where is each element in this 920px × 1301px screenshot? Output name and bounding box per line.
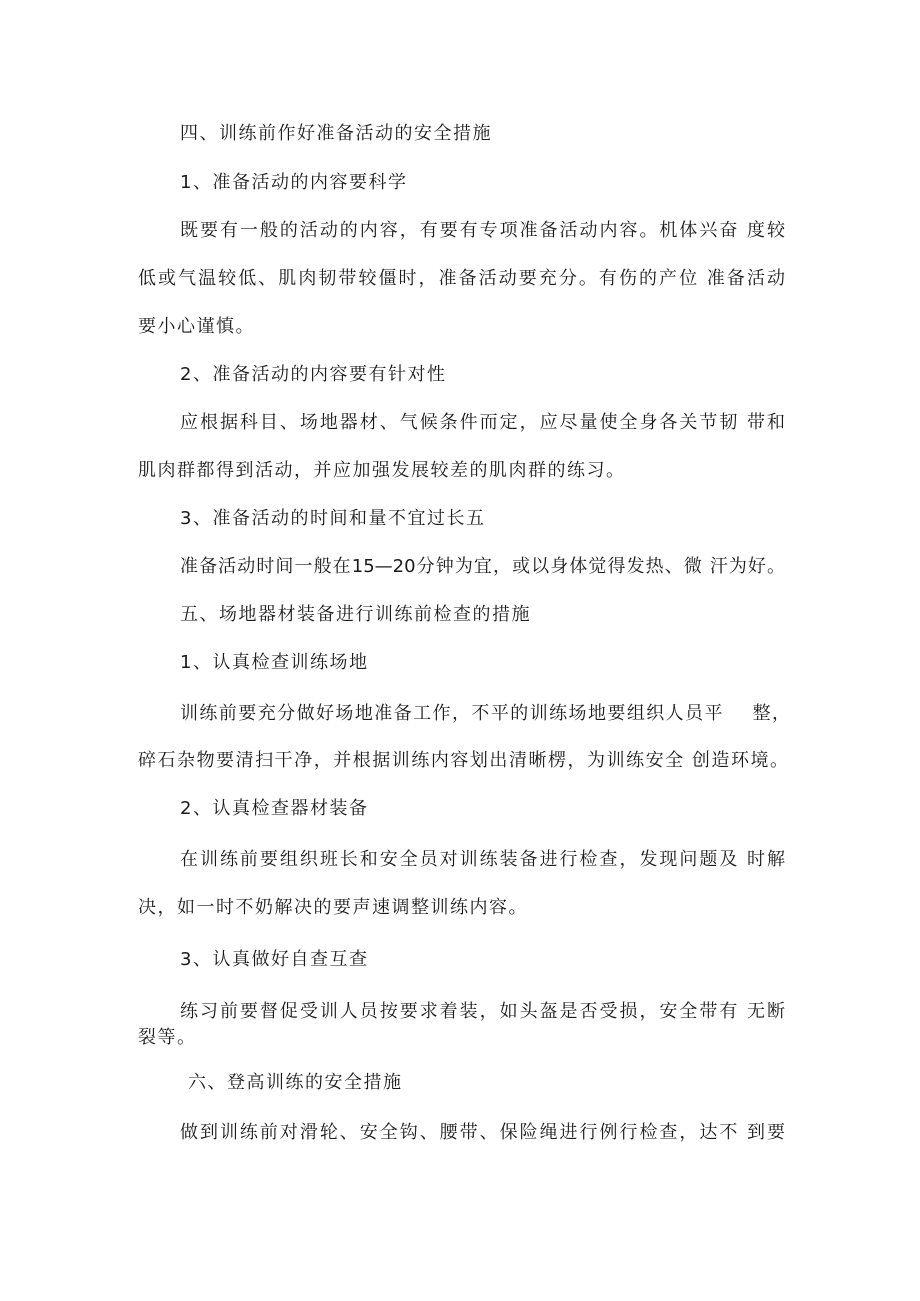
paragraph-line: 裂等。 (138, 1027, 197, 1048)
paragraph-line: 练习前要督促受训人员按要求着装，如头盔是否受损，安全带有 无断 (180, 1001, 785, 1022)
section-heading-5: 五、场地器材装备进行训练前检查的措施 (180, 604, 531, 625)
subheading-4-2: 2、准备活动的内容要有针对性 (180, 364, 447, 385)
subheading-4-3: 3、准备活动的时间和量不宜过长五 (180, 508, 486, 529)
section-heading-6: 六、登高训练的安全措施 (188, 1072, 403, 1093)
paragraph-line: 应根据科目、场地器材、气候条件而定，应尽量使全身各关节韧 带和 (180, 412, 785, 433)
subheading-4-1: 1、准备活动的内容要科学 (180, 172, 408, 193)
paragraph-line: 训练前要充分做好场地准备工作，不平的训练场地要组织人员平 整， (180, 703, 790, 724)
paragraph-line: 要小心谨慎。 (138, 316, 255, 337)
subheading-5-1: 1、认真检查训练场地 (180, 652, 369, 673)
paragraph-line: 做到训练前对滑轮、安全钩、腰带、保险绳进行例行检查，达不 到要 (180, 1122, 785, 1143)
paragraph-line: 碎石杂物要清扫干净，并根据训练内容划出清晰楞，为训练安全 创造环境。 (138, 750, 788, 771)
paragraph-line: 既要有一般的活动的内容，有要有专项准备活动内容。机体兴奋 度较 (180, 220, 785, 241)
paragraph-line: 准备活动时间一般在15—20分钟为宜，或以身体觉得发热、微 汗为好。 (180, 556, 785, 577)
subheading-5-2: 2、认真检查器材装备 (180, 798, 369, 819)
paragraph-line: 决，如一时不奶解决的要声速调整训练内容。 (138, 897, 528, 918)
subheading-5-3: 3、认真做好自查互查 (180, 949, 369, 970)
paragraph-line: 低或气温较低、肌肉韧带较僵时，准备活动要充分。有伤的产位 准备活动 (138, 268, 785, 289)
paragraph-line: 在训练前要组织班长和安全员对训练装备进行检查，发现问题及 时解 (180, 849, 785, 870)
paragraph-line: 肌肉群都得到活动，并应加强发展较差的肌肉群的练习。 (138, 460, 626, 481)
section-heading-4: 四、训练前作好准备活动的安全措施 (180, 123, 492, 144)
